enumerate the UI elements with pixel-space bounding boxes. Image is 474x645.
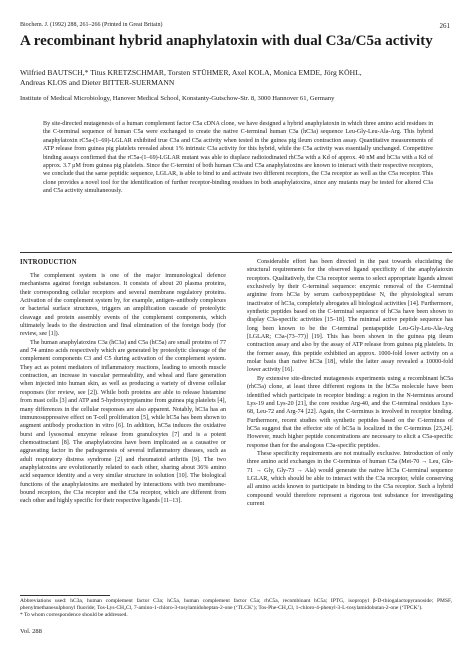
journal-citation: Biochem. J. (1992) 288, 261–266 (Printed in Great Britain) [20,22,163,28]
page-number: 261 [439,22,450,30]
author-affiliation: Institute of Medical Microbiology, Hanover Medical School, Konstanty-Gutschow-Str. 8, 3000 Hannover 61, Germany [20,95,335,102]
article-title: A recombinant hybrid anaphylatoxin with dual C3a/C5a activity [20,33,433,49]
paragraph: Considerable effort has been directed in the past towards elucidating the structural requirements for the observed ligand specificity of the anaphylatoxin receptors. Qualitatively, the C3a receptor seems to select appropriate ligands almost exclusively by their C-terminal sequence: enzymic removal of the C-terminal arginine from hC3a by serum carboxypeptidase N, the physiological serum inactivator of hC3a, completely abrogates all biological activities [14]. Furthermore, synthetic peptides based on the C-terminal sequence of hC3a have been shown to display C3a-specific activities [15–18]. The minimal active peptide sequence has long been known to be the C-terminal pentapeptide Leu-Gly-Leu-Ala-Arg [LGLAR; C3a-(73–77)] [19]. This has been shown in the guinea pig ileum contraction assay and also by the assay of ATP release from guinea pig platelets. In the former assay, this peptide exhibited an approx. 1000-fold lower activity on a molar basis than native hC3a [18], while the latter assay revealed a 10000-fold lower activity [16]. [247,259,453,374]
left-column [20,258,226,506]
introduction-heading: INTRODUCTION [20,259,77,266]
abstract: By site-directed mutagenesis of a human complement factor C5a cDNA clone, we have designed a hybrid anaphylatoxin in which three amino acid residues in the C-terminal sequence of human C5a were exchanged to create the native C-terminal human C3a (hC3a) sequence Leu-Gly-Leu-Ala-Arg. This hybrid anaphylatoxin rC5a-(1–69)-LGLAR exhibited true C3a and C5a activity when tested in the guinea pig ileum contraction assay. Quantitative measurements of ATP release from guinea pig platelets revealed about 1% intrinsic C3a activity for this hybrid, while the C5a activity was essentially unchanged. Competitive binding assays confirmed that the rC5a-(1–69)-LGLAR mutant was able to displace radioiodinated rhC5a with a Kd of approx. 40 nM and hC3a with a Kd of approx. 3.7 μM from guinea pig platelets. Since the C-termini of both human C3a and C5a anaphylatoxins are known to interact with their respective receptors, we conclude that the same peptidic sequence, LGLAR, is able to bind to and activate two different receptors, the C3a receptor as well as the C5a receptor. This clone provides a novel tool for the identification of further receptor-binding residues in both anaphylatoxins, since any mutants may be tested for altered C3a and C5a activity simultaneously. [43,121,433,195]
paragraph: By extensive site-directed mutagenesis experiments using a recombinant hC5a (rhC5a) clone, at least three different regions in the hC5a molecule have been identified which participate in receptor binding: a region in the N-terminus around Lys-19 and Lys-20 [21], the core residue Arg-40, and the C-terminal residues Lys-68, Leu-72 and Arg-74 [22]. Again, the C-terminus is involved in receptor binding. Furthermore, recent studies with synthetic peptides based on the C-terminus of hC5a suggest that the effector site of hC5a is localized in the C-terminus [23,24]. However, much higher peptide concentrations are necessary to elicit a C5a-specific response than for the analogous C3a-specific peptides. [247,375,453,449]
author-list [20,68,460,88]
footnote-divider [20,595,110,596]
footnotes [20,598,452,620]
section-divider [20,252,452,253]
abbreviations-footnote: Abbreviations used: hC3a, human complement factor C3a; hC5a, human complement factor C5a; rhC5a, recombinant hC5a; IPTG, isopropyl β-D-thiogalactopyranoside; PMSF, phenylmethanesulphonyl fluoride; Tos-Lys-CH₂Cl, 7-amino-1-chloro-3-tosylamidoheptan-2-one (‘TLCK’); Tos-Phe-CH₂Cl, 1-chloro-4-phenyl-3-L-tosylamidobutan-2-one (‘TPCK’). [20,598,452,612]
paragraph: These specificity requirements are not mutually exclusive. Introduction of only three amino acid exchanges in the C-terminus of human C5a (Met-70 → Leu, Gln-71 → Gly, Gly-73 → Ala) would generate the native hC3a C-terminal sequence LGLAR, which should be able to interact with the C3a receptor, while conserving all amino acids known to participate in binding to the C5a receptor. Such a hybrid compound would therefore represent a rigorous test substance for investigating current [247,450,453,507]
volume-number: Vol. 288 [20,628,42,635]
correspondence-footnote: * To whom correspondence should be addressed. [20,612,128,619]
right-column [247,258,453,508]
paragraph: The human anaphylatoxins C3a (hC3a) and C5a (hC5a) are small proteins of 77 and 74 amino acids respectively which are generated by proteolytic cleavage of the complement components C3 and C5 during activation of the complement system. They act as potent mediators of inflammatory reactions, leading to smooth muscle contraction, an increase in vascular permeability, and wheal and flare generation when injected into human skin, as well as producing a variety of diverse cellular responses (for review, see [2]). While both proteins are able to release histamine from mast cells [3] and ATP and 5-hydroxytryptamine from guinea pig platelets [4], many differences in the cellular responses are also apparent. Notably, hC3a has an immunosuppressive effect on T-cell proliferation [5], while hC5a has been shown to augment antibody production in vitro [6]. In addition, hC5a induces the oxidative burst and lysosomal enzyme release from granulocytes [7] and is a potent chemoattractant [8]. The anaphylatoxins have been implicated as a causative or aggravating factor in the pathogenesis of several inflammatory diseases, such as adult respiratory distress syndrome [2] and rheumatoid arthritis [9]. The two anaphylatoxins are evolutionarily related to each other, sharing about 36% amino acid sequence identity and a very similar structure in solution [10]. The biological functions of the anaphylatoxins are mediated by interactions with two membrane-bound receptors, the C3a receptor and the C5a receptor, which are different from each other and highly specific for their respective ligands [11–13]. [20,339,226,505]
authors-line-1: Wilfried BAUTSCH,* Titus KRETZSCHMAR, Torsten STÜHMER, Axel KOLA, Monica EMDE, Jörg KÖHL, [20,68,362,77]
paragraph: The complement system is one of the major immunological defence mechanisms against foreign substances. It consists of about 20 plasma proteins, their corresponding cellular receptors and several membrane regulatory proteins. Activation of the complement system by, for example, antigen–antibody complexes or bacterial surface structures, triggers an amplification cascade of proteolytic cleavage and protein assembly events of the complement components, which ultimately leads to the destruction and final elimination of the foreign body (for review, see [1]). [20,273,226,338]
authors-line-2: Andreas KLOS and Dieter BITTER-SUERMANN [20,78,175,87]
